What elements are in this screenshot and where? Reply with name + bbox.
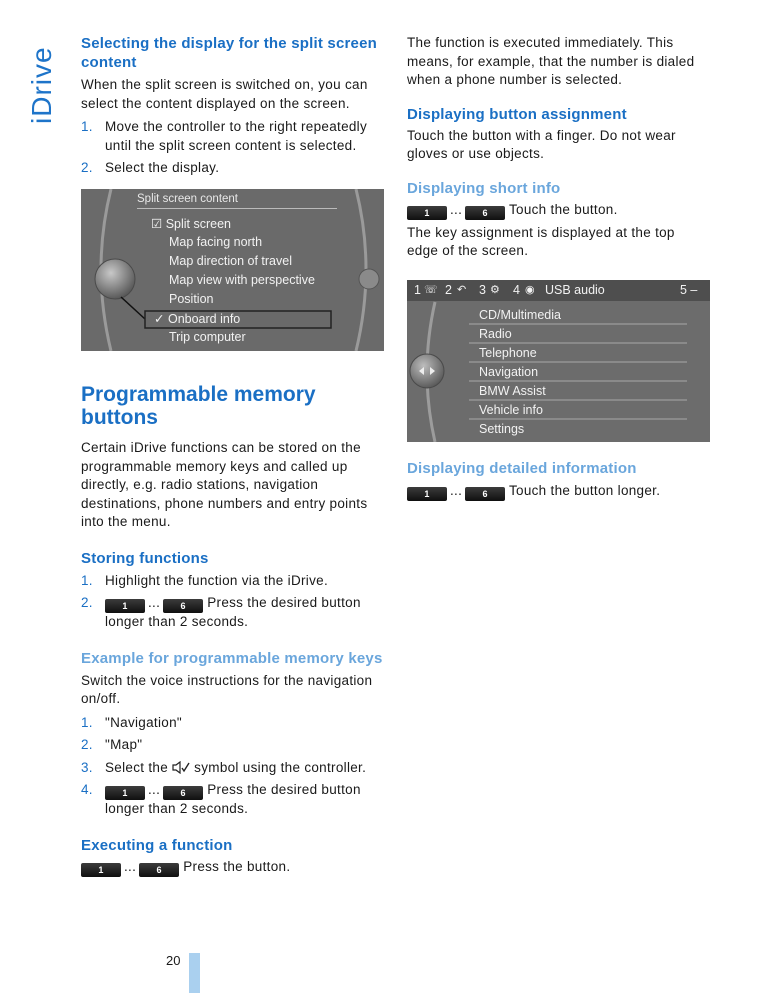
menu-item: Navigation: [479, 365, 539, 379]
menu-item: Position: [169, 292, 214, 306]
right-column-lower: [407, 459, 710, 501]
left-column-lower: [81, 383, 383, 877]
slot-5: 5 –: [680, 283, 698, 297]
example-heading: Example for programmable memory keys: [81, 649, 383, 667]
step-text: Highlight the function via the iDrive.: [105, 572, 329, 588]
memory-key-6: 6: [163, 786, 203, 800]
menu-controller-graphic: [407, 280, 710, 442]
list-item: [81, 594, 383, 632]
short-info-heading: Displaying short info: [407, 179, 561, 197]
menu-item: Trip computer: [169, 330, 246, 344]
step-number: 1.: [81, 572, 93, 588]
step-number: 4.: [81, 782, 93, 797]
step-text: Select the display.: [105, 160, 220, 175]
controller-graphic: [81, 189, 384, 351]
executing-heading: Executing a function: [81, 836, 233, 854]
step-number: 2.: [81, 737, 93, 752]
slot-3: 3: [479, 283, 486, 297]
side-tab-label: iDrive: [26, 46, 57, 124]
phone-icon: ☏: [424, 284, 438, 296]
ellipsis: ...: [148, 595, 161, 610]
menu-item: [151, 216, 231, 231]
split-steps: [81, 118, 383, 178]
settings-icon: ⚙: [490, 284, 500, 296]
step-text: Select the: [105, 759, 169, 775]
step-text: "Map": [105, 737, 143, 752]
right-column: [407, 34, 710, 261]
step-number: 1.: [81, 714, 93, 730]
menu-item: Map direction of travel: [169, 254, 292, 268]
step-text: symbol using the controller.: [194, 759, 367, 775]
menu-item: Telephone: [479, 346, 537, 360]
memory-key-1: 1: [105, 786, 145, 800]
menu-item: Vehicle info: [479, 403, 543, 417]
checkbox-icon: ☑: [151, 217, 163, 231]
storing-steps: [81, 572, 383, 632]
menu-item: BMW Assist: [479, 384, 546, 398]
divider: [137, 208, 337, 209]
slot-4: 4: [513, 283, 520, 297]
storing-heading: Storing functions: [81, 549, 209, 567]
main-menu-image: [407, 280, 710, 442]
list-item: [81, 572, 383, 591]
list-item: [81, 759, 383, 778]
list-item: [81, 118, 383, 155]
menu-item: CD/Multimedia: [479, 308, 561, 322]
memory-key-1: 1: [407, 487, 447, 501]
memory-key-1: 1: [81, 863, 121, 877]
detail-text: Touch the button longer.: [508, 483, 661, 498]
exec-paragraph: The function is executed immediately. This means, for example, that the number is dialed when a phone number is selected.: [407, 35, 695, 87]
menu-item: Radio: [479, 327, 512, 341]
programmable-heading: Programmable memory buttons: [81, 383, 316, 429]
ellipsis: ...: [124, 858, 137, 874]
example-paragraph: Switch the voice instructions for the navigation on/off.: [81, 672, 373, 706]
menu-item-label: Onboard info: [167, 312, 241, 326]
media-icon: ◉: [525, 284, 535, 296]
split-screen-image: [81, 189, 384, 351]
list-item: [81, 714, 383, 733]
slot-4-label: USB audio: [545, 283, 605, 297]
memory-key-6: 6: [139, 863, 179, 877]
page-number: 20: [166, 953, 181, 968]
detail-heading: Displaying detailed information: [407, 460, 637, 477]
page-marker-bar: [189, 953, 200, 993]
left-column: [81, 34, 383, 178]
detail-line: [407, 482, 710, 501]
ellipsis: ...: [450, 483, 463, 498]
memory-key-6: 6: [163, 599, 203, 613]
assign-paragraph: Touch the button with a finger. Do not wear gloves or use objects.: [407, 127, 676, 161]
slot-1: 1: [414, 283, 421, 297]
ellipsis: ...: [148, 782, 161, 797]
side-tab: [22, 36, 57, 126]
programmable-paragraph: Certain iDrive functions can be stored on the programmable memory keys and called up directly, e.g. radio stations, navigation destinations, phone numbers and entry points into the menu.: [81, 440, 368, 529]
menu-item: Map view with perspective: [169, 273, 315, 287]
memory-key-1: 1: [105, 599, 145, 613]
assign-heading: Displaying button assignment: [407, 105, 627, 123]
checkmark-icon: ✓: [154, 312, 165, 326]
step-text: "Navigation": [105, 714, 182, 730]
executing-text-line: [81, 858, 383, 877]
step-text: Press the desired button longer than 2 seconds.: [105, 595, 361, 629]
split-paragraph: When the split screen is switched on, you can select the content displayed on the screen.: [81, 77, 368, 111]
menu-item: Settings: [479, 422, 525, 436]
screen-title: Split screen content: [137, 193, 239, 205]
menu-item-selected: [154, 311, 240, 326]
memory-key-6: 6: [465, 487, 505, 501]
navigation-icon: ↶: [457, 284, 467, 296]
menu-item-label: Split screen: [165, 217, 232, 231]
list-item: [81, 736, 383, 755]
short-info-paragraph: The key assignment is displayed at the top edge of the screen.: [407, 224, 675, 258]
memory-key-6: 6: [465, 206, 505, 220]
menu-item: Map facing north: [169, 235, 263, 249]
short-info-text: Touch the button.: [508, 201, 618, 217]
ellipsis: ...: [450, 201, 463, 217]
step-text: Move the controller to the right repeatedly until the split screen content is selected.: [105, 119, 368, 153]
step-number: 2.: [81, 160, 93, 175]
example-steps: [81, 714, 383, 819]
step-number: 2.: [81, 595, 93, 610]
executing-text: Press the button.: [183, 858, 291, 874]
step-number: 3.: [81, 759, 93, 775]
speaker-mute-icon: [172, 761, 190, 774]
list-item: [81, 159, 383, 178]
step-text: Press the desired button longer than 2 seconds.: [105, 782, 361, 816]
list-item: [81, 781, 383, 819]
slot-2: 2: [445, 283, 452, 297]
split-heading: Selecting the display for the split screen content: [81, 35, 377, 71]
short-info-line: [407, 201, 710, 220]
step-number: 1.: [81, 119, 93, 134]
memory-key-1: 1: [407, 206, 447, 220]
